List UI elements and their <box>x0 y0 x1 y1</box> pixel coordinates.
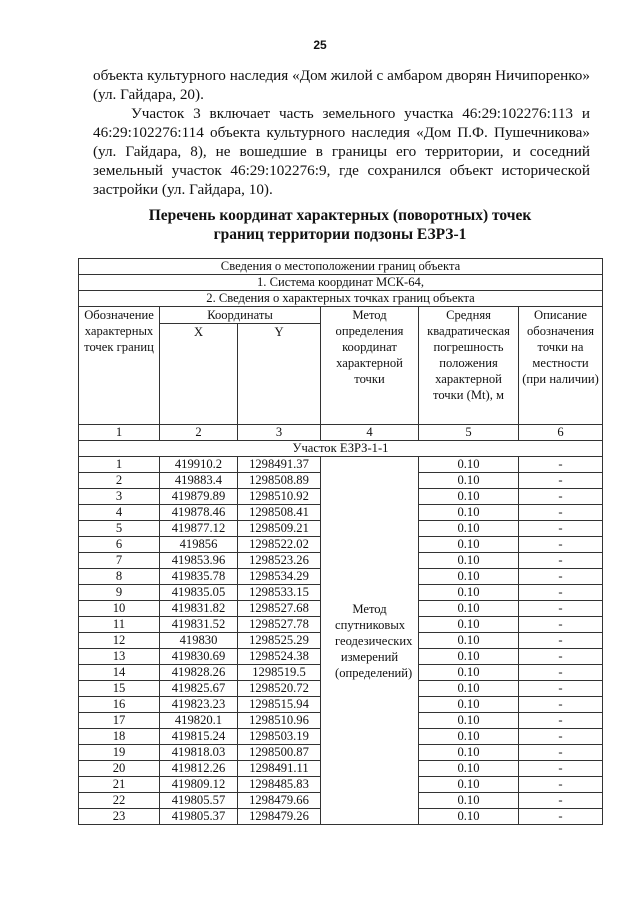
coord-y: 1298524.38 <box>238 649 321 665</box>
coord-x: 419805.57 <box>160 793 238 809</box>
error-value: 0.10 <box>419 601 519 617</box>
error-value: 0.10 <box>419 713 519 729</box>
point-number: 6 <box>79 537 160 553</box>
error-value: 0.10 <box>419 633 519 649</box>
coord-x: 419820.1 <box>160 713 238 729</box>
point-number: 14 <box>79 665 160 681</box>
coord-x: 419818.03 <box>160 745 238 761</box>
point-number: 21 <box>79 777 160 793</box>
coord-x: 419835.78 <box>160 569 238 585</box>
point-description: - <box>519 521 603 537</box>
section-header: Участок ЕЗРЗ-1-1 <box>79 441 603 457</box>
coord-y: 1298510.96 <box>238 713 321 729</box>
point-number: 18 <box>79 729 160 745</box>
coord-y: 1298520.72 <box>238 681 321 697</box>
coord-x: 419856 <box>160 537 238 553</box>
paragraph-continuation: объекта культурного наследия «Дом жилой с амбаром дворян Ничипоренко» (ул. Гайдара, 20). <box>93 67 590 103</box>
header-coordinates: Координаты <box>160 307 321 324</box>
coord-y: 1298525.29 <box>238 633 321 649</box>
table-row <box>79 457 603 473</box>
coord-y: 1298527.68 <box>238 601 321 617</box>
point-description: - <box>519 665 603 681</box>
error-value: 0.10 <box>419 537 519 553</box>
coord-y: 1298479.66 <box>238 793 321 809</box>
column-number: 3 <box>238 425 321 441</box>
column-number: 4 <box>321 425 419 441</box>
point-description: - <box>519 553 603 569</box>
point-number: 12 <box>79 633 160 649</box>
coord-x: 419823.23 <box>160 697 238 713</box>
point-description: - <box>519 505 603 521</box>
coord-y: 1298508.41 <box>238 505 321 521</box>
coord-x: 419910.2 <box>160 457 238 473</box>
coord-y: 1298503.19 <box>238 729 321 745</box>
coord-x: 419815.24 <box>160 729 238 745</box>
point-description: - <box>519 569 603 585</box>
point-description: - <box>519 585 603 601</box>
coord-y: 1298491.37 <box>238 457 321 473</box>
paragraph-plot-3: Участок 3 включает часть земельного участка 46:29:102276:113 и 46:29:102276:114 объекта культурного наследия «Дом П.Ф. Пушечникова» (ул. Гайдара, 8), не вошедшие в границы его территории, и соседний земельный участок 46:29:102276:9, где сохранился объект исторической застройки (ул. Гайдара, 10). <box>93 105 590 198</box>
header-y: Y <box>238 324 321 425</box>
point-description: - <box>519 777 603 793</box>
error-value: 0.10 <box>419 457 519 473</box>
coord-y: 1298509.21 <box>238 521 321 537</box>
point-description: - <box>519 697 603 713</box>
error-value: 0.10 <box>419 761 519 777</box>
table-title <box>78 206 602 244</box>
coord-x: 419878.46 <box>160 505 238 521</box>
coord-x: 419809.12 <box>160 777 238 793</box>
error-value: 0.10 <box>419 489 519 505</box>
error-value: 0.10 <box>419 777 519 793</box>
coord-x: 419805.37 <box>160 809 238 825</box>
coord-x: 419828.26 <box>160 665 238 681</box>
column-number: 6 <box>519 425 603 441</box>
point-number: 7 <box>79 553 160 569</box>
point-number: 10 <box>79 601 160 617</box>
column-number: 1 <box>79 425 160 441</box>
error-value: 0.10 <box>419 665 519 681</box>
error-value: 0.10 <box>419 809 519 825</box>
coord-y: 1298515.94 <box>238 697 321 713</box>
point-number: 5 <box>79 521 160 537</box>
coord-y: 1298508.89 <box>238 473 321 489</box>
coord-y: 1298500.87 <box>238 745 321 761</box>
coord-x: 419853.96 <box>160 553 238 569</box>
error-value: 0.10 <box>419 585 519 601</box>
header-method: Метод определения координат характерной точки <box>321 307 419 425</box>
coord-y: 1298479.26 <box>238 809 321 825</box>
point-description: - <box>519 649 603 665</box>
coord-y: 1298534.29 <box>238 569 321 585</box>
point-number: 9 <box>79 585 160 601</box>
coord-x: 419812.26 <box>160 761 238 777</box>
error-value: 0.10 <box>419 569 519 585</box>
point-description: - <box>519 793 603 809</box>
error-value: 0.10 <box>419 697 519 713</box>
header-description: Описание обозначения точки на местности (при наличии) <box>519 307 603 425</box>
body-text <box>93 66 590 199</box>
point-description: - <box>519 473 603 489</box>
error-value: 0.10 <box>419 729 519 745</box>
error-value: 0.10 <box>419 617 519 633</box>
error-value: 0.10 <box>419 649 519 665</box>
caption-location-info: Сведения о местоположении границ объекта <box>79 259 603 275</box>
point-number: 3 <box>79 489 160 505</box>
point-number: 2 <box>79 473 160 489</box>
page-number: 25 <box>313 38 327 52</box>
coord-x: 419830 <box>160 633 238 649</box>
coord-y: 1298510.92 <box>238 489 321 505</box>
column-number: 5 <box>419 425 519 441</box>
coord-y: 1298523.26 <box>238 553 321 569</box>
coord-y: 1298522.02 <box>238 537 321 553</box>
coord-x: 419830.69 <box>160 649 238 665</box>
method-cell: Метод спутниковых геодезических измерений (определений) <box>321 457 419 825</box>
header-designation: Обозначение характерных точек границ <box>79 307 160 425</box>
point-number: 13 <box>79 649 160 665</box>
error-value: 0.10 <box>419 553 519 569</box>
error-value: 0.10 <box>419 505 519 521</box>
point-number: 16 <box>79 697 160 713</box>
coord-y: 1298485.83 <box>238 777 321 793</box>
table-title-line-1: Перечень координат характерных (поворотных) точек <box>148 207 532 224</box>
column-number-row <box>79 425 603 441</box>
point-number: 22 <box>79 793 160 809</box>
table-title-line-2: границ территории подзоны ЕЗРЗ-1 <box>213 226 467 243</box>
point-description: - <box>519 633 603 649</box>
coord-x: 419831.52 <box>160 617 238 633</box>
point-description: - <box>519 761 603 777</box>
coord-y: 1298519.5 <box>238 665 321 681</box>
error-value: 0.10 <box>419 745 519 761</box>
point-description: - <box>519 457 603 473</box>
point-number: 1 <box>79 457 160 473</box>
error-value: 0.10 <box>419 473 519 489</box>
point-description: - <box>519 537 603 553</box>
point-number: 15 <box>79 681 160 697</box>
point-number: 4 <box>79 505 160 521</box>
coord-x: 419825.67 <box>160 681 238 697</box>
point-number: 17 <box>79 713 160 729</box>
coord-x: 419835.05 <box>160 585 238 601</box>
point-number: 23 <box>79 809 160 825</box>
caption-points-info: 2. Сведения о характерных точках границ объекта <box>79 291 603 307</box>
point-description: - <box>519 809 603 825</box>
error-value: 0.10 <box>419 793 519 809</box>
caption-coordinate-system: 1. Система координат МСК-64, <box>79 275 603 291</box>
coord-x: 419877.12 <box>160 521 238 537</box>
error-value: 0.10 <box>419 681 519 697</box>
coord-x: 419879.89 <box>160 489 238 505</box>
header-error: Средняя квадратическая погрешность положения характерной точки (Mt), м <box>419 307 519 425</box>
point-description: - <box>519 713 603 729</box>
header-x: X <box>160 324 238 425</box>
point-description: - <box>519 681 603 697</box>
coord-y: 1298491.11 <box>238 761 321 777</box>
coord-y: 1298527.78 <box>238 617 321 633</box>
point-description: - <box>519 617 603 633</box>
point-number: 19 <box>79 745 160 761</box>
point-description: - <box>519 489 603 505</box>
point-number: 20 <box>79 761 160 777</box>
column-number: 2 <box>160 425 238 441</box>
point-number: 8 <box>79 569 160 585</box>
coord-y: 1298533.15 <box>238 585 321 601</box>
point-description: - <box>519 745 603 761</box>
point-number: 11 <box>79 617 160 633</box>
coordinates-table <box>78 258 603 825</box>
point-description: - <box>519 601 603 617</box>
error-value: 0.10 <box>419 521 519 537</box>
point-description: - <box>519 729 603 745</box>
coord-x: 419831.82 <box>160 601 238 617</box>
coord-x: 419883.4 <box>160 473 238 489</box>
